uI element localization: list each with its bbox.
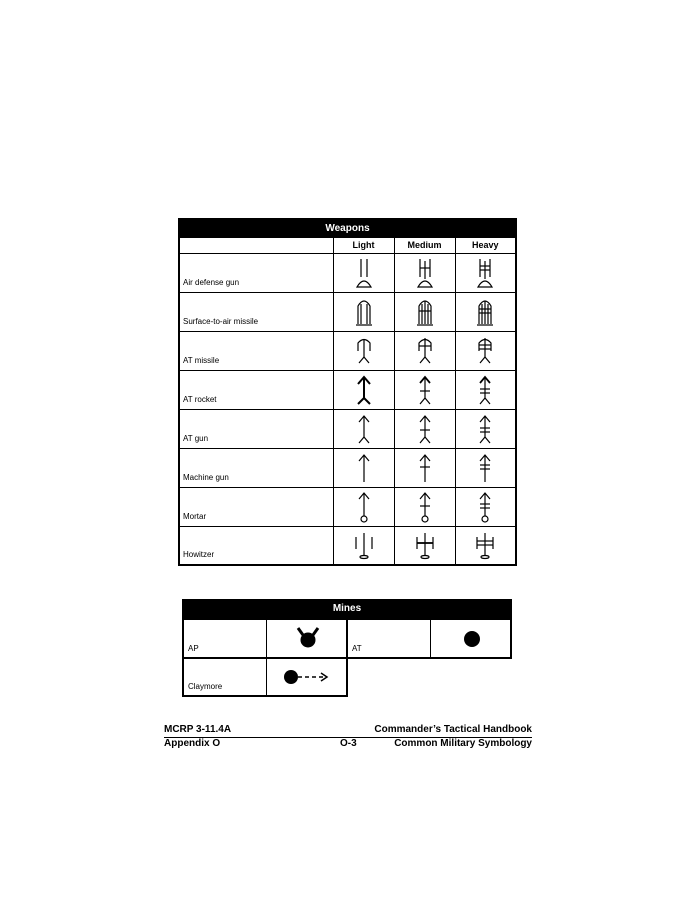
column-header-light: Light [333,237,394,253]
footer-line-1 [164,724,532,738]
mines-table-title: Mines [182,599,512,618]
at-rocket-medium-icon [413,374,437,406]
machine-gun-heavy-icon [473,452,497,484]
footer-page-number: O-3 [340,738,357,749]
at-rocket-heavy-icon [473,374,497,406]
table-row [179,370,516,409]
row-label-mortar: Mortar [179,487,333,526]
howitzer-heavy-icon [471,529,499,561]
row-label-at-gun: AT gun [179,409,333,448]
at-gun-light-icon [352,413,376,445]
mine-label-ap: AP [188,644,199,653]
table-row [179,448,516,487]
table-row [179,526,516,565]
table-row [179,292,516,331]
air-defense-gun-heavy-icon [473,257,497,289]
table-row [179,253,516,292]
howitzer-light-icon [350,529,378,561]
surface-to-air-missile-light-icon [352,296,376,328]
column-header-blank [179,237,333,253]
table-row [179,331,516,370]
at-missile-light-icon [352,335,376,367]
footer-section: Common Military Symbology [394,738,532,749]
row-label-air-defense-gun: Air defense gun [179,253,333,292]
table-row [179,409,516,448]
row-label-machine-gun: Machine gun [179,448,333,487]
mortar-heavy-icon [473,490,497,524]
air-defense-gun-medium-icon [413,257,437,289]
footer-doc-id: MCRP 3-11.4A [164,724,232,735]
surface-to-air-missile-heavy-icon [473,296,497,328]
at-gun-heavy-icon [473,413,497,445]
mine-cell-claymore [182,657,348,697]
mortar-medium-icon [413,490,437,524]
at-missile-heavy-icon [473,335,497,367]
footer-line-2 [164,738,532,751]
air-defense-gun-light-icon [352,257,376,289]
mine-label-at: AT [352,644,362,653]
mines-table [182,599,512,691]
weapons-table [178,218,517,566]
surface-to-air-missile-medium-icon [413,296,437,328]
footer-appendix: Appendix O [164,738,221,749]
row-label-howitzer: Howitzer [179,526,333,565]
table-row [179,487,516,526]
weapons-table-title: Weapons [179,219,516,237]
column-header-medium: Medium [394,237,455,253]
at-rocket-light-icon [352,374,376,406]
at-mine-icon [431,620,513,657]
column-header-heavy: Heavy [455,237,516,253]
howitzer-medium-icon [411,529,439,561]
row-label-at-missile: AT missile [179,331,333,370]
mortar-light-icon [352,490,376,524]
footer-doc-title: Commander’s Tactical Handbook [374,724,532,735]
mine-cell-ap [182,618,348,659]
machine-gun-light-icon [352,452,376,484]
claymore-mine-icon [267,659,349,695]
mine-label-claymore: Claymore [188,682,223,691]
at-gun-medium-icon [413,413,437,445]
ap-mine-icon [267,620,349,657]
machine-gun-medium-icon [413,452,437,484]
at-missile-medium-icon [413,335,437,367]
row-label-at-rocket: AT rocket [179,370,333,409]
mine-cell-at [346,618,512,659]
row-label-surface-to-air-missile: Surface-to-air missile [179,292,333,331]
